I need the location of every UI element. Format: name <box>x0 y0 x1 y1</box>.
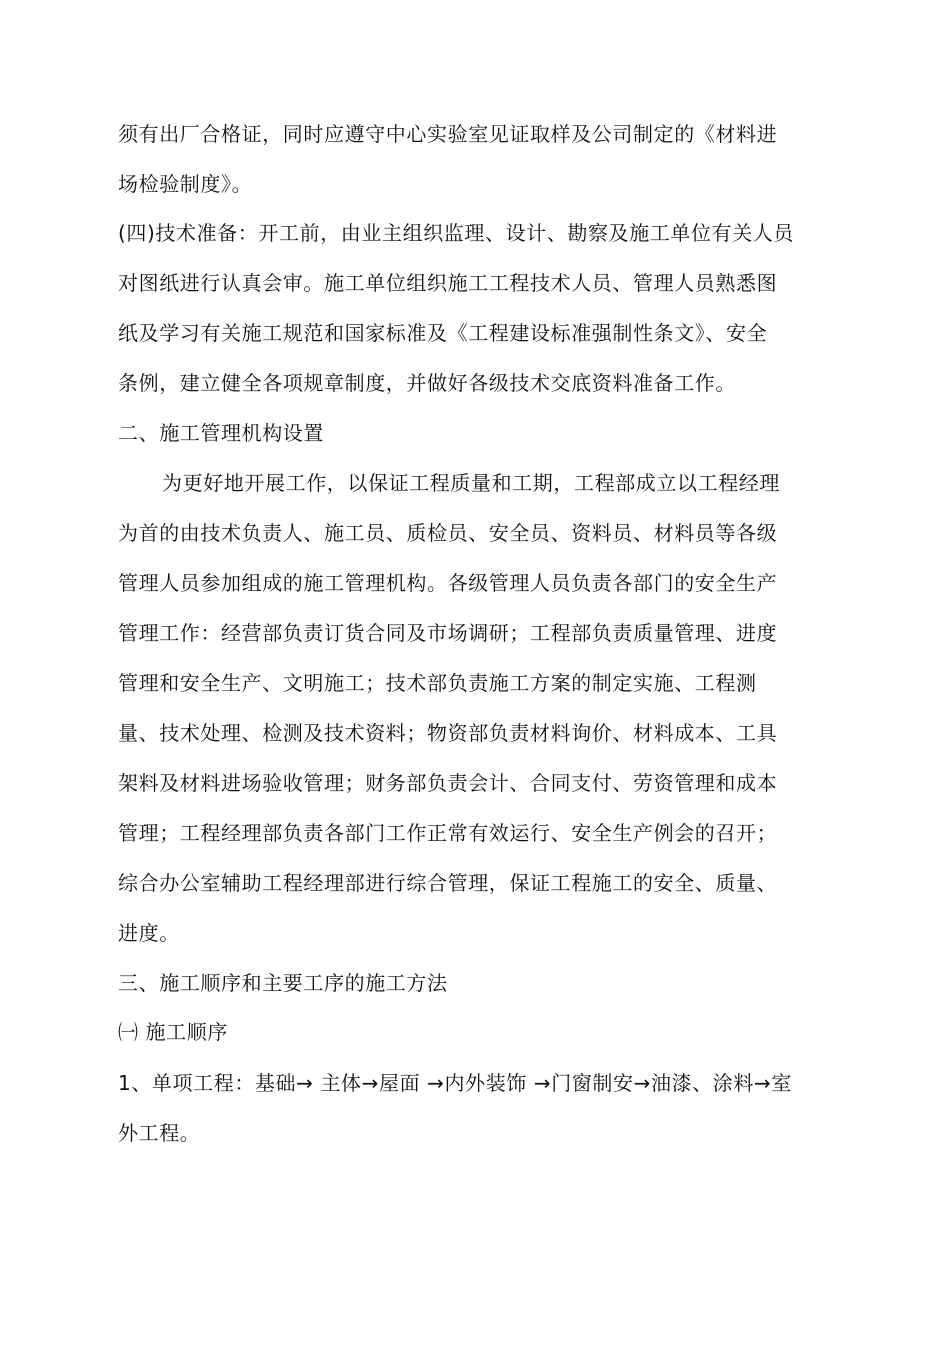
body-text-line: 场检验制度》。 <box>118 172 253 196</box>
body-text-line: 外工程。 <box>118 1121 201 1145</box>
body-text-line: 量、技术处理、检测及技术资料；物资部负责材料询价、材料成本、工具 <box>118 721 778 745</box>
body-text-line: 须有出厂合格证，同时应遵守中心实验室见证取样及公司制定的《材料进 <box>118 122 778 146</box>
body-text-line: (四)技术准备：开工前，由业主组织监理、设计、勘察及施工单位有关人员 <box>118 221 795 245</box>
section-heading: 三、施工顺序和主要工序的施工方法 <box>118 971 448 995</box>
body-text-line: 管理；工程经理部负责各部门工作正常有效运行、安全生产例会的召开； <box>118 821 778 845</box>
body-text-line: 条例，建立健全各项规章制度，并做好各级技术交底资料准备工作。 <box>118 371 736 395</box>
body-text-line: 对图纸进行认真会审。施工单位组织施工工程技术人员、管理人员熟悉图 <box>118 271 778 295</box>
section-heading: 二、施工管理机构设置 <box>118 421 324 445</box>
subsection-heading: ㈠ 施工顺序 <box>118 1020 228 1044</box>
body-text-line: 管理和安全生产、文明施工；技术部负责施工方案的制定实施、工程测 <box>118 671 757 695</box>
body-text-line: 纸及学习有关施工规范和国家标准及《工程建设标准强制性条文》、安全 <box>118 321 768 345</box>
body-text-line: 1、单项工程：基础→ 主体→屋面 →内外装饰 →门窗制安→油漆、涂料→室 <box>118 1071 792 1095</box>
body-text-line: 为更好地开展工作，以保证工程质量和工期，工程部成立以工程经理 <box>162 471 780 495</box>
body-text-line: 综合办公室辅助工程经理部进行综合管理，保证工程施工的安全、质量、 <box>118 871 778 895</box>
body-text-line: 为首的由技术负责人、施工员、质检员、安全员、资料员、材料员等各级 <box>118 521 778 545</box>
body-text-line: 架料及材料进场验收管理；财务部负责会计、合同支付、劳资管理和成本 <box>118 771 778 795</box>
body-text-line: 管理工作：经营部负责订货合同及市场调研；工程部负责质量管理、进度 <box>118 621 778 645</box>
body-text-line: 管理人员参加组成的施工管理机构。各级管理人员负责各部门的安全生产 <box>118 571 778 595</box>
body-text-line: 进度。 <box>118 921 180 945</box>
